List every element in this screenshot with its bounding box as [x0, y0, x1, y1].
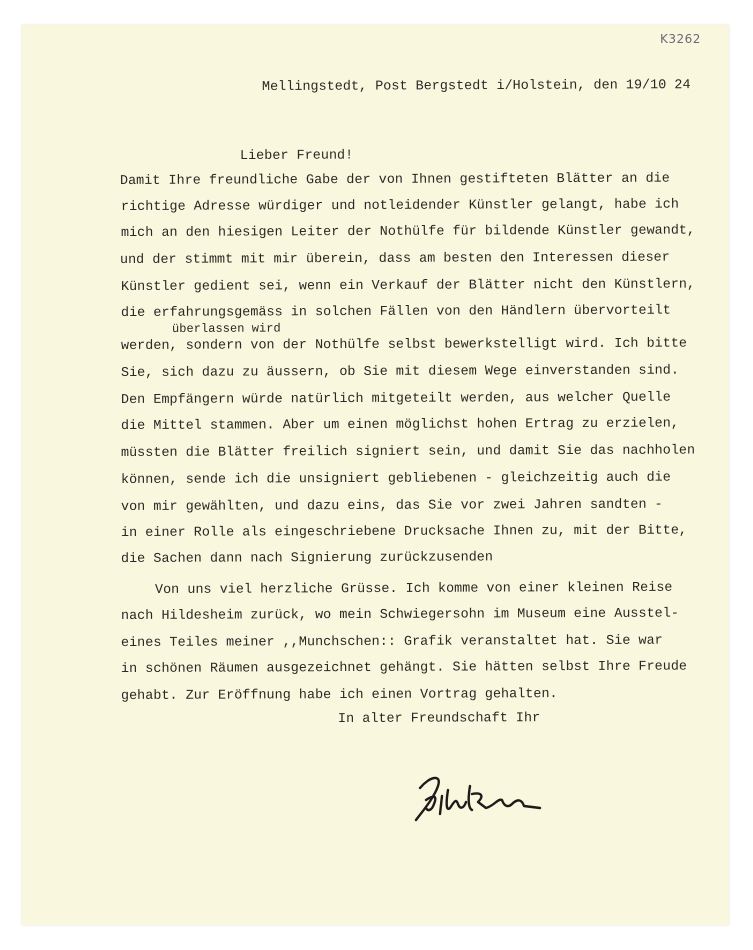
body-line: in schönen Räumen ausgezeichnet gehängt. Sie hätten selbst Ihre Freude	[120, 659, 688, 677]
body-line: die erfahrungsgemäss in solchen Fällen von den Händlern übervorteilt	[120, 303, 671, 321]
body-line: Sie, sich dazu zu äussern, ob Sie mit diesem Wege einverstanden sind.	[120, 363, 679, 381]
body-line: und der stimmt mit mir überein, dass am besten den Interessen dieser	[119, 250, 670, 268]
body-line: gehabt. Zur Eröffnung habe ich einen Vortrag gehalten.	[120, 687, 558, 704]
handwritten-signature	[412, 768, 552, 828]
body-line: die Mittel stammen. Aber um einen möglichst hohen Ertrag zu erzielen,	[120, 416, 679, 434]
body-line: müssten die Blätter freilich signiert sein, und damit Sie das nachholen	[120, 443, 696, 461]
body-line: werden, sondern von der Nothülfe selbst bewerkstelligt wird. Ich bitte	[120, 336, 688, 354]
body-line: nach Hildesheim zurück, wo mein Schwiegersohn im Museum eine Ausstel-	[120, 606, 679, 624]
archive-reference: K3262	[660, 32, 701, 46]
place-date-line: Mellingstedt, Post Bergstedt i/Holstein, den 19/10 24	[261, 78, 691, 95]
body-line: richtige Adresse würdiger und notleidender Künstler gelangt, habe ich	[120, 197, 679, 215]
salutation: Lieber Freund!	[239, 148, 354, 164]
body-line: Den Empfängern würde natürlich mitgeteilt werden, aus welcher Quelle	[120, 390, 671, 408]
closing: In alter Freundschaft Ihr	[337, 711, 541, 727]
body-line: die Sachen dann nach Signierung zurückzusenden	[120, 550, 493, 567]
body-line: Von uns viel herzliche Grüsse. Ich komme von einer kleinen Reise	[154, 580, 673, 598]
body-line: mich an den hiesigen Leiter der Nothülfe für bildende Künstler gewandt,	[120, 223, 696, 241]
body-line: Damit Ihre freundliche Gabe der von Ihnen gestifteten Blätter an die	[119, 171, 670, 189]
body-line: eines Teiles meiner ,,Munchschen:: Grafik veranstaltet hat. Sie war	[120, 633, 663, 651]
body-line: Künstler gedient sei, wenn ein Verkauf der Blätter nicht den Künstlern,	[120, 277, 696, 295]
body-line: können, sende ich die unsigniert gebliebenen - gleichzeitig auch die	[120, 470, 671, 488]
interlinear-insert: überlassen wird	[171, 321, 281, 336]
body-line: von mir gewählten, und dazu eins, das Sie vor zwei Jahren sandten -	[120, 497, 663, 515]
body-line: in einer Rolle als eingeschriebene Drucksache Ihnen zu, mit der Bitte,	[120, 523, 688, 541]
